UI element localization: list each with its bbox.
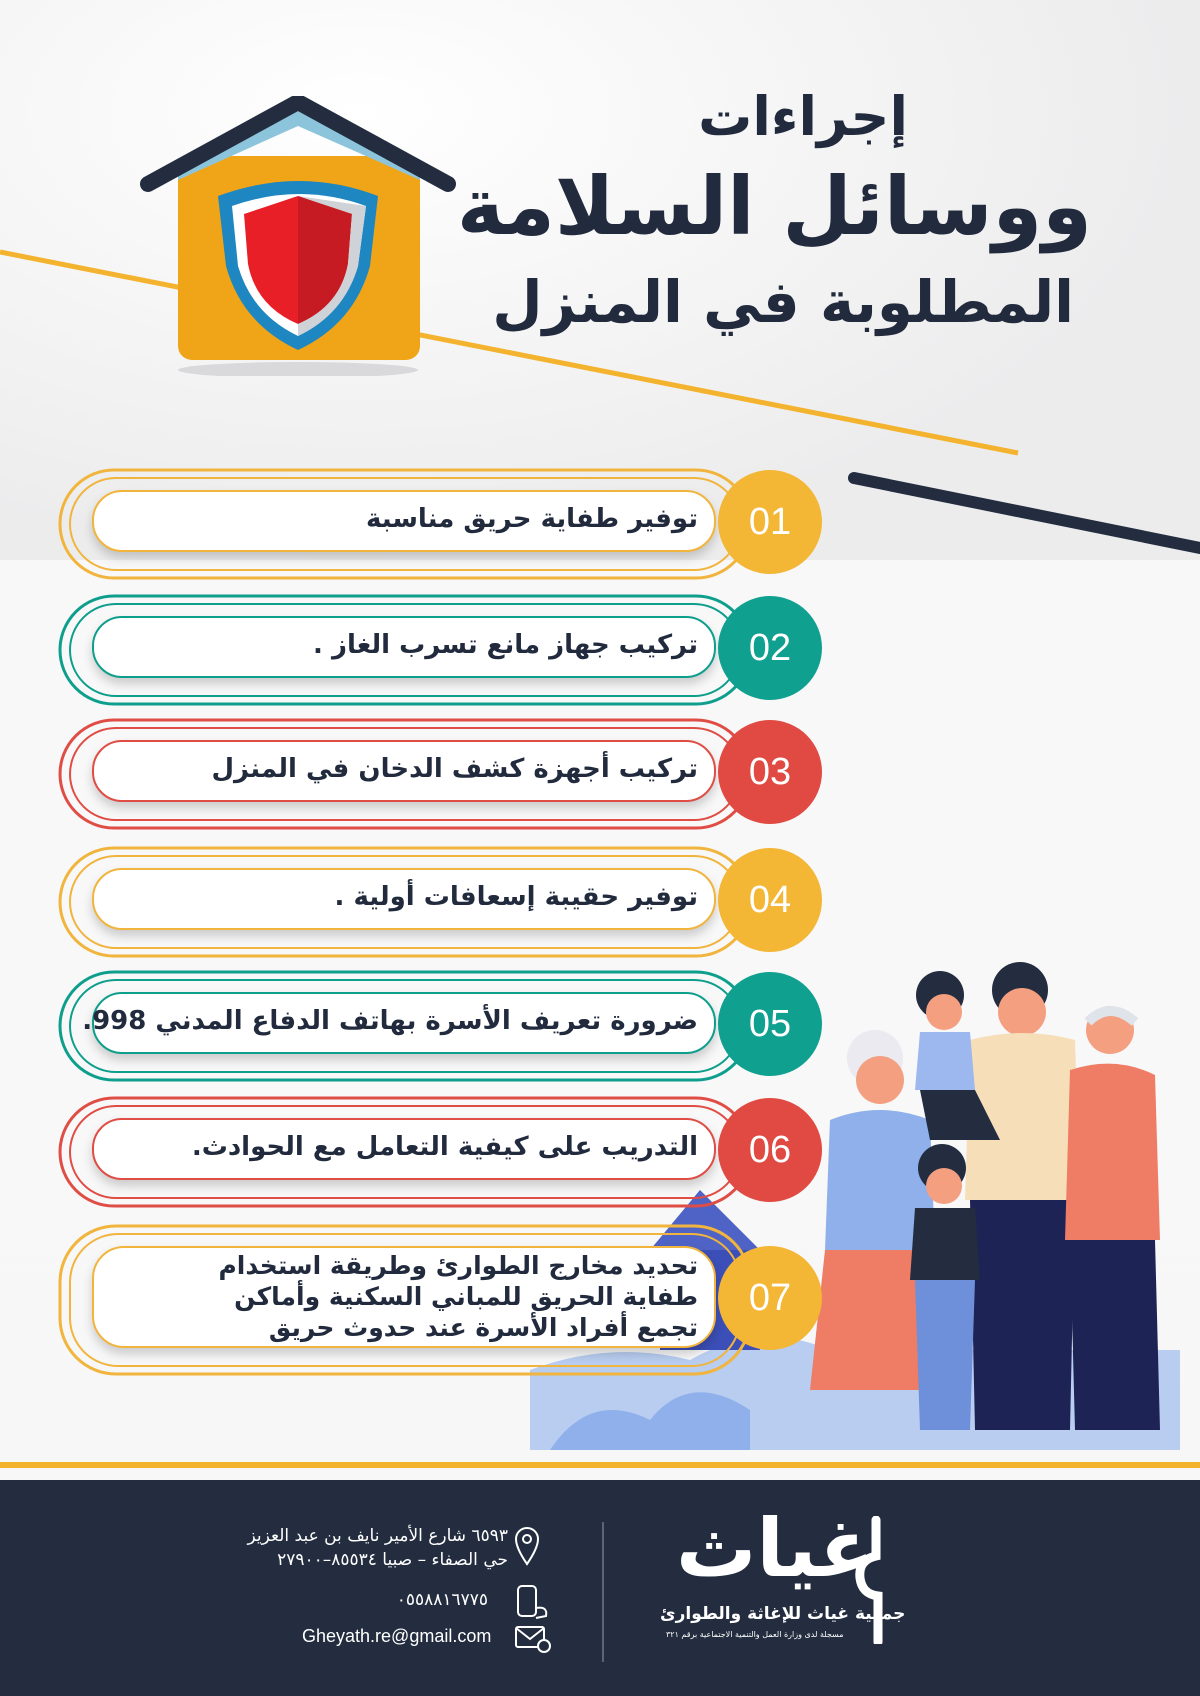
item-number-badge: 05	[718, 972, 822, 1076]
house-shield-icon	[140, 96, 460, 376]
item-number-badge: 03	[718, 720, 822, 824]
list-item	[58, 592, 808, 708]
org-registration: مسجلة لدى وزارة العمل والتنمية الاجتماعية برقم ٣٢١	[666, 1630, 844, 1639]
list-item	[58, 844, 808, 960]
footer-divider	[0, 1462, 1200, 1468]
item-number-badge: 07	[718, 1246, 822, 1350]
title-line-2: ووسائل السلامة	[456, 160, 1092, 253]
item-text	[118, 1250, 698, 1343]
item-text-line: تجمع أفراد الأسرة عند حدوث حريق	[268, 1313, 698, 1342]
phone-number: ٠٥٥٨٨١٦٧٧٥	[396, 1590, 488, 1610]
item-text: توفير حقيبة إسعافات أولية .	[334, 882, 698, 912]
list-item	[58, 466, 808, 582]
list-item	[58, 716, 808, 832]
email-address[interactable]: Gheyath.re@gmail.com	[302, 1626, 492, 1646]
list-item	[58, 968, 808, 1084]
item-text: تركيب جهاز مانع تسرب الغاز .	[313, 630, 698, 660]
title-line-3: المطلوبة في المنزل	[492, 268, 1074, 336]
item-text: التدريب على كيفية التعامل مع الحوادث.	[191, 1132, 698, 1162]
footer	[0, 1480, 1200, 1696]
address-line-1: ٦٥٩٣ شارع الأمير نايف بن عبد العزيز	[247, 1526, 508, 1546]
item-number-badge: 01	[718, 470, 822, 574]
item-text-line: طفاية الحريق للمباني السكنية وأماكن	[234, 1282, 698, 1311]
item-number-badge: 04	[718, 848, 822, 952]
phone-icon	[514, 1584, 550, 1620]
item-text: تركيب أجهزة كشف الدخان في المنزل	[211, 754, 698, 784]
title-line-1: إجراءات	[698, 85, 908, 148]
item-text: توفير طفاية حريق مناسبة	[365, 504, 698, 534]
item-number-badge: 02	[718, 596, 822, 700]
list-item	[58, 1222, 808, 1378]
logo-mark-icon	[852, 1516, 892, 1644]
location-pin-icon	[514, 1526, 540, 1566]
address-line-2: حي الصفاء – صبيا ٨٥٥٣٤–٢٧٩٠٠	[277, 1550, 508, 1570]
email-icon	[514, 1624, 552, 1654]
logo-wordmark: غياث	[676, 1502, 874, 1595]
org-name: جمعية غياث للإغاثة والطوارئ	[660, 1604, 906, 1624]
item-text-line: تحديد مخارج الطوارئ وطريقة استخدام	[218, 1251, 698, 1280]
list-item	[58, 1094, 808, 1210]
item-text: ضرورة تعريف الأسرة بهاتف الدفاع المدني 998.	[82, 1006, 698, 1036]
item-number-badge: 06	[718, 1098, 822, 1202]
footer-separator	[602, 1522, 604, 1662]
